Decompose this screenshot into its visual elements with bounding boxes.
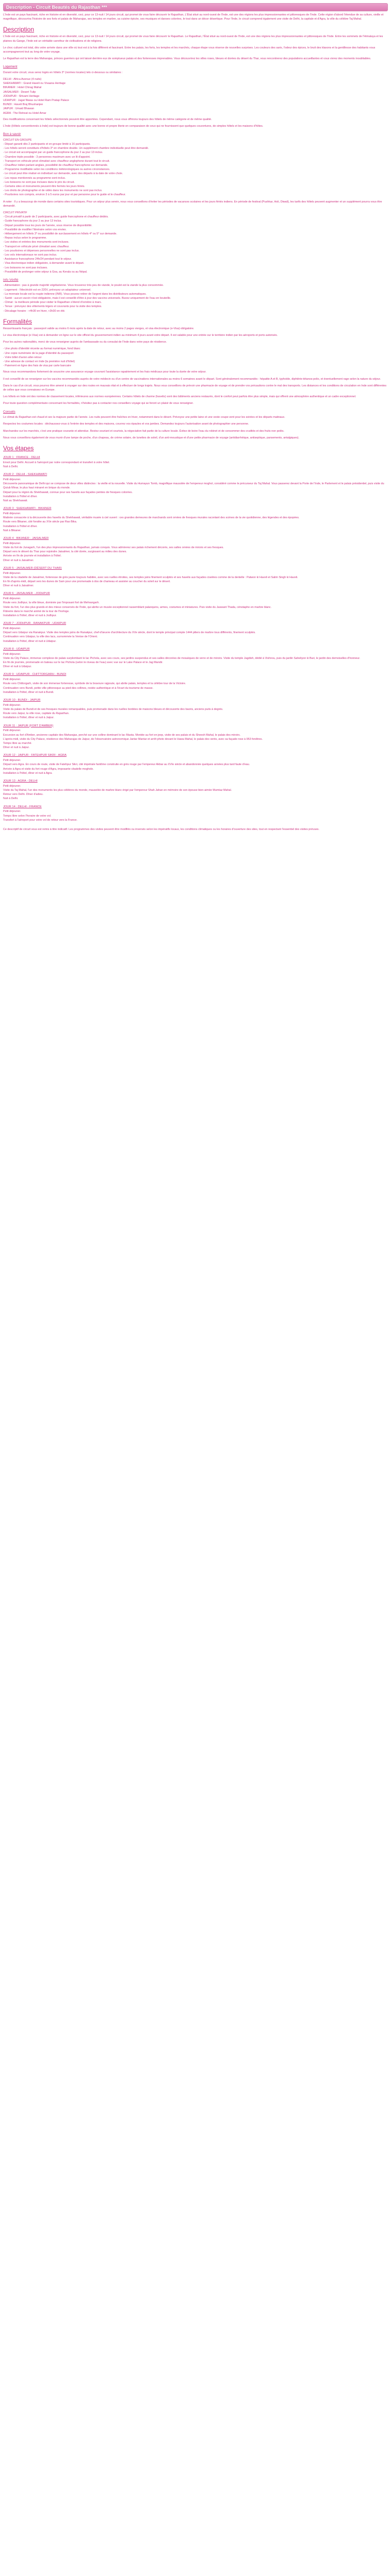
day-title: JOUR 2 : DELHI - SHEKHAWATI xyxy=(3,473,47,477)
day-description: Petit déjeuner. Route vers Chittorgarh, visite de son immense forteresse, symbole de la bravoure rajpoute, qui abrite palais, temples et la célèbre tour de la Victoire. Continuation vers Bundi, petite ville pittoresque au pied des collines, restée authentique et à l'écart du tourisme de masse. Installation à l'hôtel, dîner et nuit à Bundi. xyxy=(3,678,186,694)
info-paragraph: - Alimentation : pas à grande majorité végétarienne. Vous trouverez très peu de viande, le poulet est la viande la plus consommée. - Logement : l'électricité est en 220V, prévoyez un adaptateur universel. - La monnaie locale est la roupie indienne (INR). Vous pouvez retirer de l'argent dans les distributeurs automatiques. - Santé : aucun vaccin n'est obligatoire, mais il est conseillé d'être à jour des vaccins universels. Buvez uniquement de l'eau en bouteille. - Climat : la meilleure période pour visiter le Rajasthan s'étend d'octobre à mars. - Tenue : prévoyez des vêtements légers et couvrants pour la visite des temples. - Décalage horaire : +4h30 en hiver, +3h30 en été. xyxy=(3,284,171,313)
day-title: JOUR 4 : BIKANER - JAISALMER xyxy=(3,536,49,540)
conseils-paragraph: Le climat du Rajasthan est chaud et sec la majeure partie de l'année. Les nuits peuvent être fraîches en hiver, notamment dans le désert. Prévoyez une petite laine et une veste coupe-vent pour les soirées et les départs matinaux. xyxy=(3,416,285,419)
itinerary-day xyxy=(3,621,388,643)
conseils-paragraph: Respectez les coutumes locales : déchaussez-vous à l'entrée des temples et des maisons, couvrez vos épaules et vos jambes. Demandez toujours l'autorisation avant de photographier une personne. xyxy=(3,422,249,426)
formalites-paragraph: Pour les autres nationalités, merci de vous renseigner auprès de l'ambassade ou du consulat de l'Inde dans votre pays de résidence. xyxy=(3,341,167,344)
day-title: JOUR 3 : SHEKHAWATI - BIKANER xyxy=(3,507,52,511)
section-heading-formalites: Formalités xyxy=(3,317,32,325)
intro-paragraph: L'Inde est un pays fascinant, riche en histoire et en diversité, ceci, pour ce 13-nuit / 14 jours circuit, qui promet de vous faire découvrir le Rajasthan, L'État situé au nord-ouest de l'Inde, est une des régions les plus impressionnantes et pittoresques de l'Inde. Cette région d'abord l'étendue de sa culture, vieille et magnifique, découvrira l'histoire de ses forts et palais de Maharajas, ses temples en marbre, sa cuisine épicée, ses musiques et danses colorées, le tout dans un décor désertique. Pour l'Inde, le circuit comprend également une visite de Delhi, la capitale et d'Agra, la ville du célèbre Taj Mahal. xyxy=(3,13,384,21)
day-title: JOUR 6 : JAISALMER - JODHPUR xyxy=(3,592,50,596)
formalites-paragraph: Pour toute question complémentaire concernant les formalités, n'hésitez pas à contacter nos conseillers voyage qui se feront un plaisir de vous renseigner. xyxy=(3,402,194,405)
day-title: JOUR 13 : AGRA - DELHI xyxy=(3,779,38,783)
private-circuit-details: CIRCUIT PRIVATIF - Circuit privatif à partir de 2 participants, avec guide francophone et chauffeur dédiés. - Guide francophone du jour 2 au jour 13 inclus. - Départ possible tous les jours de l'année, sous réserve de disponibilité. - Possibilité de modifier l'itinéraire selon vos envies. - Hébergement en hôtels 3* ou possibilité de surclassement en hôtels 4* ou 5* sur demande. - Repas inclus selon le programme. - Les visites et entrées des monuments sont incluses. - Transport en véhicule privé climatisé avec chauffeur. - Les pourboires et dépenses personnelles ne sont pas inclus. - Les vols internationaux ne sont pas inclus. - Assistance francophone 24h/24 pendant tout le séjour. - Visa électronique indien obligatoire, à demander avant le départ. - Les boissons ne sont pas incluses. - Possibilité de prolonger votre séjour à Goa, au Kerala ou au Népal. xyxy=(3,211,117,274)
itinerary-day xyxy=(3,566,388,588)
logement-intro: Durant votre circuit, vous serez logés en hôtels 3* (normes locales) tels ci-dessous ou similaires : xyxy=(3,71,123,74)
day-description: Petit déjeuner. Route vers Jodhpur, la ville bleue, dominée par l'imposant fort de Mehrangarh. Visite du fort, l'un des plus grands et des mieux conservés de l'Inde, qui abrite un musée exceptionnel rassemblant palanquins, armes, costumes et miniatures. Puis visite du Jaswant Thada, cénotaphe en marbre blanc. Flânerie dans le marché animé de la tour de l'horloge. Installation à l'hôtel, dîner et nuit à Jodhpur. xyxy=(3,597,272,617)
day-title: JOUR 5 : JAISALMER (DÉSERT DU THAR) xyxy=(3,566,62,570)
day-title: JOUR 12 : JAIPUR - FATEHPUR SIKRI - AGRA xyxy=(3,754,67,757)
day-description: Petit déjeuner. Visite du fort de Junagarh, l'un des plus impressionnants du Rajasthan, jamais conquis. Vous admirerez ses palais richement décorés, ses salles ornées de miroirs et ses fresques. Départ vers le désert du Thar pour rejoindre Jaisalmer, la cité dorée, surgissant au milieu des dunes. Arrivée en fin de journée et installation à l'hôtel. Dîner et nuit à Jaisalmer. xyxy=(3,541,224,562)
itinerary-days xyxy=(3,455,388,822)
itinerary-day xyxy=(3,472,388,503)
day-description: Petit déjeuner. Découverte panoramique de Delhi qui se compose de deux villes distinctes : la vieille et la nouvelle. Visite du Humayun Tomb, magnifique mausolée de l'empereur moghol, considéré comme le précurseur du Taj Mahal. Vous passerez devant la Porte de l'Inde, le Parlement et le palais présidentiel, puis visite du Qutub Minar, le plus haut minaret en brique du monde. Départ pour la région du Shekhawati, connue pour ses havelis aux façades peintes de fresques colorées. Installation à l'hôtel et dîner. Nuit au Shekhawati. xyxy=(3,478,384,502)
day-title: JOUR 14 : DELHI - FRANCE xyxy=(3,805,42,808)
day-title: JOUR 10 : BUNDI - JAIPUR xyxy=(3,699,41,702)
itinerary-day xyxy=(3,779,388,801)
day-title: JOUR 11 : JAIPUR (FORT D'AMBER) xyxy=(3,724,54,727)
day-description: Petit déjeuner. Visite de la citadelle de Jaisalmer, forteresse de grès jaune toujours habitée, avec ses ruelles étroites, ses temples jaïns finement sculptés et ses havelis aux façades ciselées comme de la dentelle : Patwon ki Haveli et Salim Singh ki Haveli. En fin d'après-midi, départ vers les dunes de Sam pour une promenade à dos de chameau et assister au coucher du soleil sur le désert. Dîner et nuit à Jaisalmer. xyxy=(3,571,298,588)
itinerary-day xyxy=(3,536,388,563)
formalites-paragraph: Dans le cas d'un circuit, vous pourrez être amené à voyager sur des routes en mauvais état et à effectuer de longs trajets. Nous vous conseillons de prévoir une pharmacie de voyage et de prendre vos précautions contre le mal des transports. Les distances et les conditions de circulation en Inde sont différentes de celles que vous connaissez en Europe. xyxy=(3,384,387,392)
itinerary-day xyxy=(3,506,388,533)
subheading-logement: Logement xyxy=(3,65,18,69)
description-paragraph: Le choc culturel est total, dès votre arrivée dans une ville où tout est à la fois différent et fascinant. Entre les palais, les forts, les temples et les marchés, chaque étape vous réserve de nouvelles surprises. Les couleurs des saris, l'odeur des épices, le bruit des klaxons et la gentillesse des habitants vous accompagneront tout au long de votre voyage. xyxy=(3,46,376,54)
page-title: Description - Circuit Beautés du Rajasthan *** xyxy=(3,3,388,11)
day-title: JOUR 7 : JODHPUR - RANAKPUR - UDAIPUR xyxy=(3,622,67,625)
footer-note: Ce descriptif de circuit vous est remis à titre indicatif. Les programmes des visites peuvent être modifiés ou inversés selon les impératifs locaux, les conditions climatiques ou les horaires d'ouverture des sites, tout en respectant l'essentiel des visites prévues. xyxy=(3,828,319,832)
formalites-paragraph: Ressortissants français : passeport valide au moins 6 mois après la date de retour, avec au moins 2 pages vierges, et visa électronique (e-Visa) obligatoire. xyxy=(3,327,194,330)
day-description: Envol pour Delhi. Accueil à l'aéroport par notre correspondant et transfert à votre hôtel. Nuit à Delhi. xyxy=(3,461,110,468)
description-paragraph: Le Rajasthan est la terre des Maharajas, princes guerriers qui ont laissé derrière eux de somptueux palais et des forteresses imprenables. Vous découvrirez les villes roses, bleues et dorées du désert du Thar, vous rencontrerez des populations accueillantes et vous vivrez des moments inoubliables. xyxy=(3,57,371,61)
formalites-paragraph: Les hôtels en Inde ont des normes de classement locales, inférieures aux normes européennes. Certains hôtels de charme (havelis) sont des bâtiments anciens restaurés, dont le confort peut parfois être plus simple, mais qui offrent une atmosphère authentique et un cadre exceptionnel. xyxy=(3,395,356,399)
itinerary-day xyxy=(3,672,388,694)
subheading-bon-a-savoir: Bon à savoir xyxy=(3,132,21,137)
itinerary-day xyxy=(3,805,388,822)
formalites-paragraph: Le visa électronique (e-Visa) est à demander en ligne sur le site officiel du gouvernement indien au minimum 4 jours avant votre départ. Il est valable pour une entrée sur le territoire indien par les aéroports et ports autorisés. xyxy=(3,334,278,337)
day-title: JOUR 1 : FRANCE - DELHI xyxy=(3,455,40,459)
day-description: Petit déjeuner. Temps libre selon l'horaire de votre vol. Transfert à l'aéroport pour votre vol de retour vers la France. xyxy=(3,810,78,822)
formalites-paragraph: Il est conseillé de se renseigner sur les vaccins recommandés auprès de votre médecin ou d'un centre de vaccinations internationales au moins 6 semaines avant le départ. Sont généralement recommandés : hépatite A et B, typhoïde, diphtérie-tétanos-polio, et éventuellement rage selon la nature du séjour. xyxy=(3,377,381,381)
conseils-paragraph: Marchandez sur les marchés, c'est une pratique courante et attendue. Restez souriant et courtois, la négociation fait partie de la culture locale. Évitez de boire l'eau du robinet et de consommer des crudités et des fruits non pelés. xyxy=(3,429,285,433)
hotel-note: L'Inde (Hôtels conventionnés à Inde) est toujours de bonne qualité avec une bonne et propre literie en comparaison de ceux qui ne fournissent que quelques couvertures, de simples hôtels et les maisons d'hôtes. xyxy=(3,125,264,128)
day-description: Petit déjeuner. Départ vers Udaipur via Ranakpur. Visite des temples jaïns de Ranakpur, chef-d'œuvre d'architecture du XVe siècle, dont le temple principal compte 1444 piliers de marbre tous différents, finement sculptés. Continuation vers Udaipur, la ville des lacs, surnommée la Venise de l'Orient. Installation à l'hôtel, dîner et nuit à Udaipur. xyxy=(3,626,256,643)
description-content xyxy=(0,11,391,832)
section-heading-etapes: Vos étapes xyxy=(3,444,34,452)
day-description: Petit déjeuner. Visite du palais de Bundi et de ses fresques murales remarquables, puis promenade dans les ruelles bordées de maisons bleues et découverte des baoris, anciens puits à degrés. Route vers Jaipur, la ville rose, capitale du Rajasthan. Installation à l'hôtel, dîner et nuit à Jaipur. xyxy=(3,703,223,720)
note-paragraph: A noter : Il y a beaucoup de monde dans certains sites touristiques. Pour un séjour plus serein, nous vous conseillons d'éviter les périodes de vacances scolaires et les jours fériés indiens. En période de festival (Pushkar, Holi, Diwali), les tarifs des hôtels peuvent augmenter et un supplément pourra vous être demandé. xyxy=(3,200,382,208)
formalites-paragraph: Nous vous recommandons fortement de souscrire une assurance voyage couvrant l'assistance rapatriement et les frais médicaux pour toute la durée de votre séjour. xyxy=(3,370,206,374)
itinerary-day xyxy=(3,647,388,669)
itinerary-day xyxy=(3,591,388,618)
itinerary-day xyxy=(3,753,388,775)
itinerary-day xyxy=(3,698,388,720)
day-description: Petit déjeuner. Visite du Taj Mahal, l'un des monuments les plus célèbres du monde, mausolée de marbre blanc érigé par l'empereur Shah Jahan en mémoire de son épouse bien-aimée Mumtaz Mahal. Retour vers Delhi. Dîner d'adieu. Nuit à Delhi. xyxy=(3,784,232,801)
section-heading-description: Description xyxy=(3,26,35,33)
day-title: JOUR 9 : UDAIPUR - CHITTORGARH - BUNDI xyxy=(3,673,67,676)
day-title: JOUR 8 : UDAIPUR xyxy=(3,647,30,651)
subheading-conseils: Conseils xyxy=(3,410,15,414)
hotel-note: Des modifications concernant les hôtels sélectionnés peuvent être apportées. Cependant, nous vous offrirons toujours des hôtels de même catégorie et de même qualité. xyxy=(3,117,212,121)
description-paragraph: L'Inde est un pays fascinant, riche en histoire et en diversité, ceci, pour ce 13-nuit / 14 jours circuit, qui promet de vous faire découvrir le Rajasthan. Le Rajasthan, l'État situé au nord-ouest de l'Inde, est une des régions les plus impressionnantes et pittoresques de l'Inde. Entre les sommets de l'Himalaya et les plaines du Gange, l'Inde est un véritable carrefour de civilisations et de religions. xyxy=(3,35,383,43)
itinerary-day xyxy=(3,455,388,469)
documents-list: - Une photo d'identité récente au format numérique, fond blanc - Une copie numérisée de la page d'identité du passeport - Votre billet d'avion aller-retour - Une adresse de contact en Inde (la première nuit d'hôtel) - Paiement en ligne des frais de visa par carte bancaire xyxy=(3,347,80,368)
group-circuit-details: CIRCUIT EN GROUPE - Départ garanti dès 2 participants et en groupe limité à 16 participants. - Les hôtels seront constitués d'hôtels 3* en chambre double. Un supplément chambre individuelle peut être demandé. - Le circuit est accompagné par un guide francophone du jour 2 au jour 13 inclus. - Chambre triple possible : 3 personnes maximum avec un lit d'appoint. - Transport en véhicule privé climatisé avec chauffeur anglophone durant tout le circuit. - Chauffeur indien parlant anglais, possibilité de chauffeur francophone sur demande. - Programme modifiable selon les conditions météorologiques ou autres circonstances. - Le circuit peut être réalisé en individuel sur demande, avec des départs à la date de votre choix. - Les repas mentionnés au programme sont inclus. - Les boissons ne sont pas incluses dans le prix du circuit. - Certains sites et monuments peuvent être fermés les jours fériés. - Les droits de photographie et de vidéo dans les monuments ne sont pas inclus. - Pourboires non compris, environ 3 à 5 euros par jour et par personne pour le guide et le chauffeur. xyxy=(3,138,149,197)
subheading-info: Info Vérifié xyxy=(3,278,19,282)
hotel-list: DELHI : Africa Avenue (4 nuits) SHEKHAWATI : Grand Haveli ou Vivaana Heritage BIKANER : Hotel Chirag Mahal JAISALMER : Desert Tulip JODHPUR : Shivam Heritage UDAIPUR : Jagat Niwas ou Hotel Ram Pratap Palace BUNDI : Haveli Braj Bhushanjee JAIPUR : Umaid Bhawan AGRA : The Retreat ou Hotel Amar xyxy=(3,78,69,115)
conseils-paragraph: Nous vous conseillons également de vous munir d'une lampe de poche, d'un chapeau, de crème solaire, de lunettes de soleil, d'un anti-moustique et d'une petite pharmacie de voyage (antidiarrhéique, antiseptique, pansements, antalgiques). xyxy=(3,436,300,439)
day-description: Petit déjeuner. Départ vers Agra. En cours de route, visite de Fatehpur Sikri, cité impériale fantôme construite en grès rouge par l'empereur Akbar au XVIe siècle et abandonnée quelques années plus tard faute d'eau. Arrivée à Agra et visite du fort rouge d'Agra, imposante citadelle moghole. Installation à l'hôtel, dîner et nuit à Agra. xyxy=(3,759,250,775)
itinerary-day xyxy=(3,724,388,750)
day-description: Petit déjeuner. Visite du City Palace, immense complexe de palais surplombant le lac Pichola, avec ses cours, ses jardins suspendus et ses salles décorées de mosaïques de verre et de miroirs. Visite du temple Jagdish, dédié à Vishnou, puis du jardin Saheliyon ki Bari, le jardin des demoiselles d'honneur. En fin de journée, promenade en bateau sur le lac Pichola (selon le niveau de l'eau) avec vue sur le Lake Palace et le Jag Mandir. Dîner et nuit à Udaipur. xyxy=(3,652,361,669)
day-description: Petit déjeuner. Excursion au fort d'Amber, ancienne capitale des Maharajas, perché sur une colline dominant le lac Maota. Montée au fort en jeep, visite de ses palais et du Sheesh Mahal, le palais des miroirs. L'après-midi, visite du City Palace, résidence des Maharajas de Jaipur, de l'observatoire astronomique Jantar Mantar et arrêt photo devant le Hawa Mahal, le palais des vents, avec sa façade rose à 953 fenêtres. Temps libre au marché. Dîner et nuit à Jaipur. xyxy=(3,729,263,750)
day-description: Petit déjeuner. Matinée consacrée à la découverte des havelis du Shekhawati, véritable musée à ciel ouvert : ces grandes demeures de marchands sont ornées de fresques murales racontant des scènes de la vie quotidienne, des légendes et des épopées. Route vers Bikaner, cité fondée au XVe siècle par Rao Bika. Installation à l'hôtel et dîner. Nuit à Bikaner. xyxy=(3,512,300,532)
